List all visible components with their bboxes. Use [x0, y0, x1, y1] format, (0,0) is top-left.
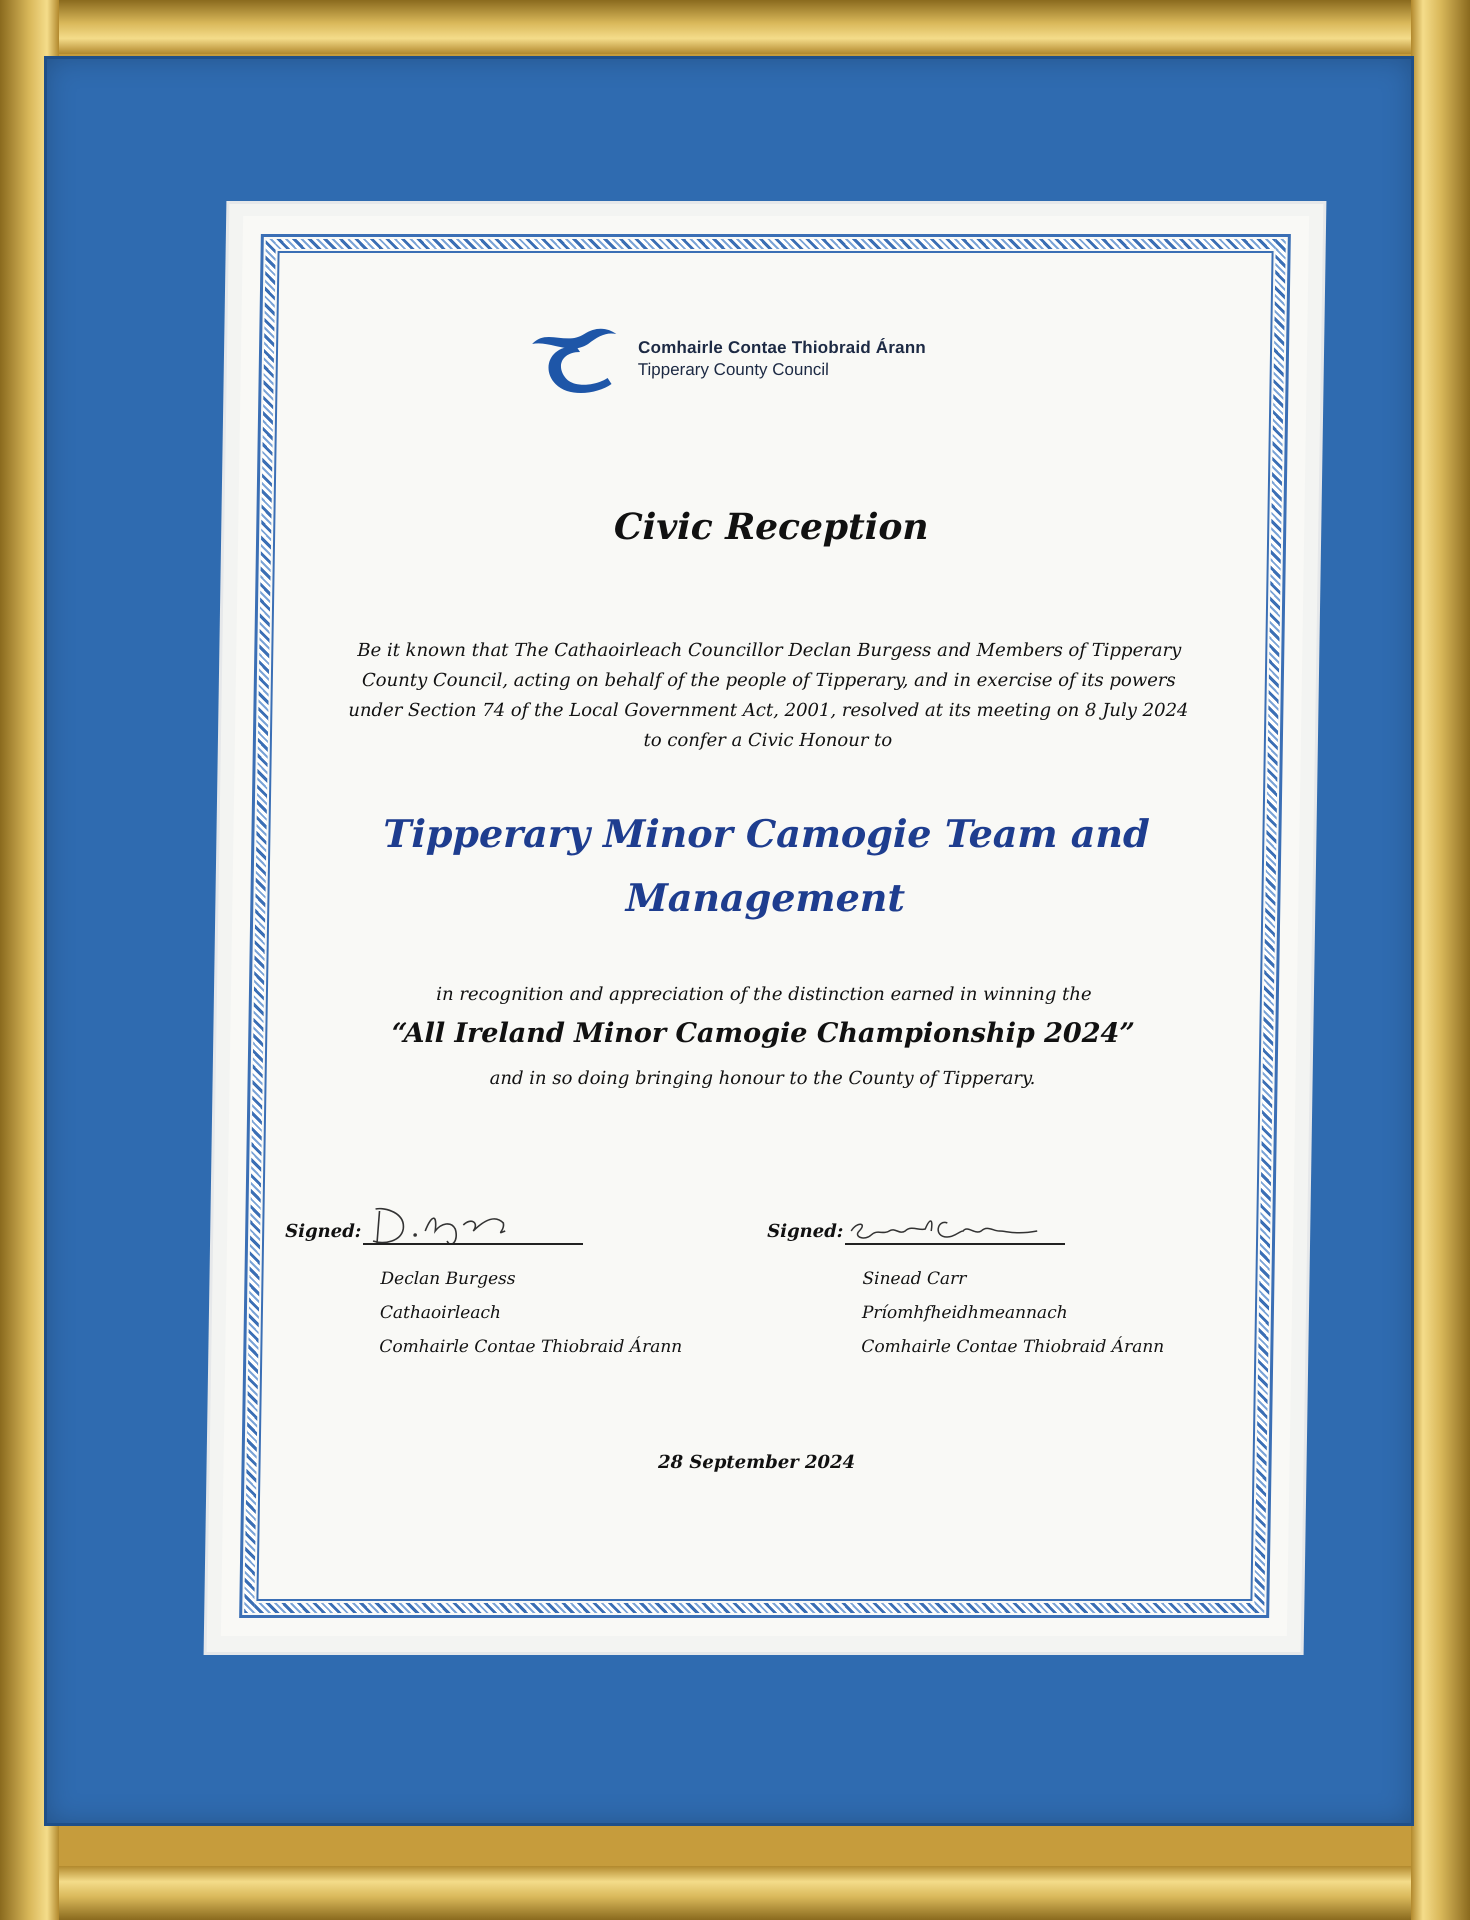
certificate-title: Civic Reception [613, 506, 929, 548]
signatory-name: Declan Burgess [380, 1269, 516, 1289]
signatory-role: Príomhfheidhmeannach [861, 1303, 1068, 1323]
signature-line [363, 1243, 583, 1245]
resolution-line: to confer a Civic Honour to [643, 730, 893, 751]
resolution-line: Be it known that The Cathaoirleach Councillor Declan Burgess and Members of Tipperary [357, 640, 1182, 661]
signature-block-cathaoirleach [282, 1201, 705, 1411]
championship-title: “All Ireland Minor Camogie Championship 2024” [391, 1018, 1136, 1049]
signatory-org: Comhairle Contae Thiobraid Árann [379, 1337, 683, 1357]
signatory-role: Cathaoirleach [379, 1303, 502, 1323]
signatory-org: Comhairle Contae Thiobraid Árann [861, 1337, 1165, 1357]
council-logo-icon [525, 322, 622, 400]
signatory-name: Sinead Carr [862, 1269, 967, 1289]
resolution-text [305, 636, 1233, 756]
honoree-name [292, 802, 1240, 930]
council-name-irish: Comhairle Contae Thiobraid Árann [637, 338, 927, 357]
signed-label: Signed: [767, 1221, 844, 1242]
resolution-line: County Council, acting on behalf of the people of Tipperary, and in exercise of its powers [361, 670, 1176, 691]
council-name-english: Tipperary County Council [637, 360, 830, 379]
signed-label: Signed: [285, 1221, 362, 1242]
closing-text: and in so doing bringing honour to the County of Tipperary. [489, 1068, 1036, 1089]
signature-line [845, 1243, 1065, 1245]
honoree-line: Tipperary Minor Camogie Team and [382, 811, 1151, 856]
recognition-text: in recognition and appreciation of the distinction earned in winning the [436, 984, 1092, 1005]
honoree-line: Management [625, 875, 906, 920]
certificate-paper [221, 216, 1309, 1636]
signature-block-chief-executive [764, 1201, 1187, 1411]
resolution-line: under Section 74 of the Local Government Act, 2001, resolved at its meeting on 8 July 2024 [348, 700, 1189, 721]
council-logo [525, 322, 1026, 402]
certificate-date: 28 September 2024 [657, 1452, 856, 1473]
